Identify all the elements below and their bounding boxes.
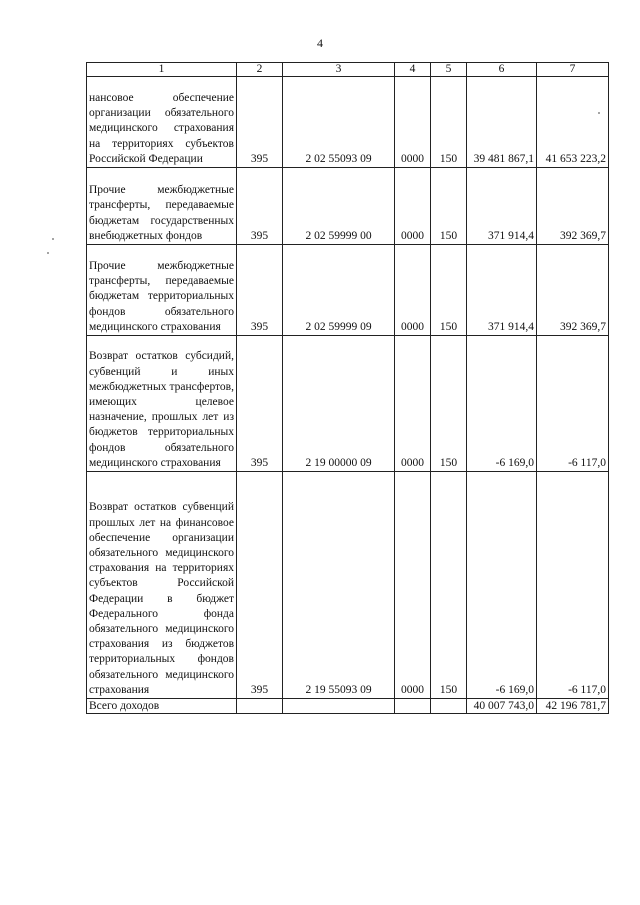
- cell-type-code: 150: [431, 77, 467, 168]
- column-header-6: 6: [467, 63, 537, 77]
- scan-speck: [598, 112, 600, 114]
- cell-admin-code: 395: [237, 336, 283, 472]
- column-header-5: 5: [431, 63, 467, 77]
- total-amount-col6: 40 007 743,0: [467, 699, 537, 714]
- cell-budget-code: 2 02 55093 09: [283, 77, 395, 168]
- cell-admin-code: 395: [237, 168, 283, 245]
- cell-program-code: 0000: [395, 168, 431, 245]
- cell-amount-col7: 41 653 223,2: [537, 77, 609, 168]
- cell-type-code: 150: [431, 168, 467, 245]
- cell-empty: [431, 699, 467, 714]
- cell-admin-code: 395: [237, 77, 283, 168]
- table-row: [87, 336, 609, 472]
- row-name: нансовое обеспечение организации обязательного медицинского страхования на территориях субъектов Российской Федерации: [87, 77, 237, 168]
- cell-program-code: 0000: [395, 472, 431, 699]
- cell-amount-col6: -6 169,0: [467, 472, 537, 699]
- row-name: Возврат остатков субсидий, субвенций и иных межбюджетных трансфертов, имеющих целевое назначение, прошлых лет из бюджетов территориальных фондов обязательного медицинского страхования: [87, 336, 237, 472]
- cell-amount-col7: 392 369,7: [537, 245, 609, 336]
- total-amount-col7: 42 196 781,7: [537, 699, 609, 714]
- cell-budget-code: 2 19 00000 09: [283, 336, 395, 472]
- cell-program-code: 0000: [395, 245, 431, 336]
- scan-speck: [52, 238, 54, 240]
- cell-amount-col6: 39 481 867,1: [467, 77, 537, 168]
- cell-admin-code: 395: [237, 472, 283, 699]
- cell-empty: [395, 699, 431, 714]
- column-header-3: 3: [283, 63, 395, 77]
- cell-admin-code: 395: [237, 245, 283, 336]
- table-row: [87, 168, 609, 245]
- page-number: 4: [317, 36, 323, 50]
- table-row: [87, 77, 609, 168]
- cell-program-code: 0000: [395, 77, 431, 168]
- row-name: Прочие межбюджетные трансферты, передаваемые бюджетам государственных внебюджетных фондов: [87, 168, 237, 245]
- total-row: [87, 699, 609, 714]
- cell-amount-col7: 392 369,7: [537, 168, 609, 245]
- cell-amount-col7: -6 117,0: [537, 472, 609, 699]
- cell-amount-col6: 371 914,4: [467, 245, 537, 336]
- column-header-4: 4: [395, 63, 431, 77]
- cell-budget-code: 2 02 59999 00: [283, 168, 395, 245]
- revenue-table: [86, 62, 609, 714]
- cell-program-code: 0000: [395, 336, 431, 472]
- cell-amount-col6: 371 914,4: [467, 168, 537, 245]
- column-header-1: 1: [87, 63, 237, 77]
- column-header-2: 2: [237, 63, 283, 77]
- total-label: Всего доходов: [87, 699, 237, 714]
- scan-speck: [47, 252, 49, 254]
- cell-type-code: 150: [431, 472, 467, 699]
- cell-empty: [237, 699, 283, 714]
- cell-type-code: 150: [431, 245, 467, 336]
- cell-type-code: 150: [431, 336, 467, 472]
- cell-amount-col7: -6 117,0: [537, 336, 609, 472]
- cell-amount-col6: -6 169,0: [467, 336, 537, 472]
- column-number-header: [87, 63, 609, 77]
- column-header-7: 7: [537, 63, 609, 77]
- cell-empty: [283, 699, 395, 714]
- row-name: Возврат остатков субвенций прошлых лет на финансовое обеспечение организации обязательного медицинского страхования на территориях субъектов Российской Федерации в бюджет Федерального фонда обязательного медицинского страхования из бюджетов территориальных фондов обязательного медицинского страхования: [87, 472, 237, 699]
- table-row: [87, 472, 609, 699]
- table-row: [87, 245, 609, 336]
- cell-budget-code: 2 02 59999 09: [283, 245, 395, 336]
- row-name: Прочие межбюджетные трансферты, передаваемые бюджетам территориальных фондов обязательного медицинского страхования: [87, 245, 237, 336]
- cell-budget-code: 2 19 55093 09: [283, 472, 395, 699]
